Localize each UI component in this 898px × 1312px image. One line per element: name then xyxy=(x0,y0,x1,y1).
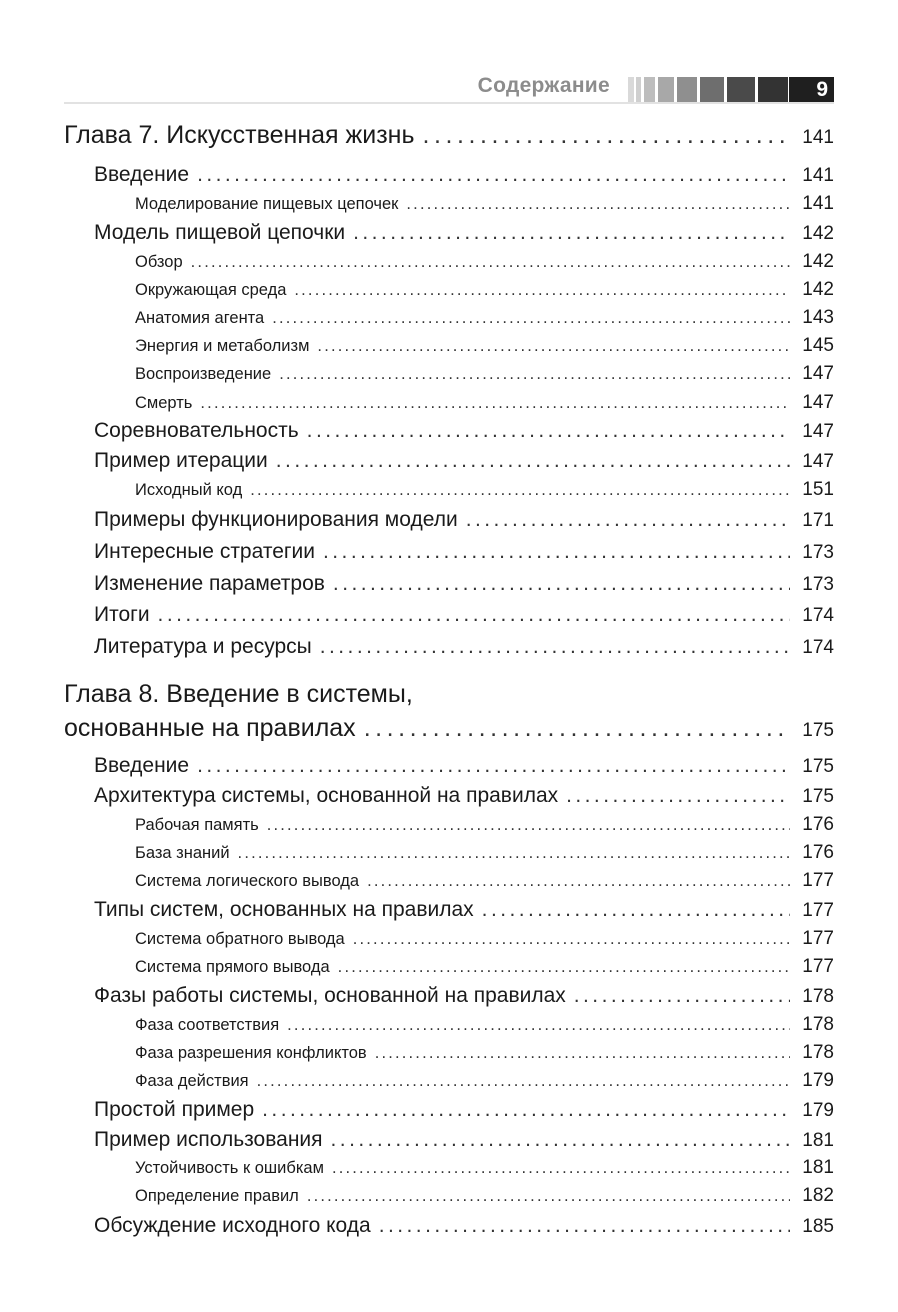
entry-title: Примеры функционирования модели xyxy=(94,508,458,531)
entry-title: Система логического вывода xyxy=(135,872,360,890)
toc-entry[interactable] xyxy=(135,193,834,215)
entry-page: 178 xyxy=(802,1014,834,1035)
toc-entry[interactable] xyxy=(94,603,834,627)
leader-dots xyxy=(353,930,790,949)
leader-dots xyxy=(406,195,790,214)
leader-dots xyxy=(257,1072,790,1091)
entry-page: 181 xyxy=(802,1130,834,1151)
toc-entry[interactable] xyxy=(135,1157,834,1179)
toc-entry[interactable] xyxy=(94,898,834,922)
entry-page: 147 xyxy=(802,451,834,472)
entry-title: Пример использования xyxy=(94,1128,323,1151)
entry-title: Простой пример xyxy=(94,1098,255,1121)
toc-entry[interactable] xyxy=(135,1014,834,1036)
entry-page: 171 xyxy=(802,510,834,531)
header-section-title: Содержание xyxy=(477,74,610,97)
leader-dots xyxy=(574,984,790,1008)
entry-page: 176 xyxy=(802,814,834,835)
leader-dots xyxy=(250,481,790,500)
entry-title: Итоги xyxy=(94,603,150,626)
entry-title: Фаза разрешения конфликтов xyxy=(135,1044,367,1062)
toc-entry[interactable] xyxy=(94,1214,834,1238)
toc-entry[interactable] xyxy=(94,754,834,778)
toc-entry[interactable] xyxy=(135,1070,834,1092)
entry-page: 182 xyxy=(802,1185,834,1206)
entry-page: 179 xyxy=(802,1100,834,1121)
entry-title: Исходный код xyxy=(135,481,243,499)
entry-title: Пример итерации xyxy=(94,449,268,472)
leader-dots xyxy=(262,1098,790,1122)
entry-title: Воспроизведение xyxy=(135,365,272,383)
toc-entry[interactable] xyxy=(94,540,834,564)
entry-title: Определение правил xyxy=(135,1187,299,1205)
leader-dots xyxy=(367,872,790,891)
toc-entry[interactable] xyxy=(135,1042,834,1064)
entry-title: Архитектура системы, основанной на правилах xyxy=(94,784,559,807)
chapter-heading[interactable] xyxy=(64,121,834,150)
entry-page: 151 xyxy=(802,479,834,500)
entry-title: Моделирование пищевых цепочек xyxy=(135,195,399,213)
entry-page: 177 xyxy=(802,928,834,949)
entry-title: Обсуждение исходного кода xyxy=(94,1214,371,1237)
toc-entry[interactable] xyxy=(135,870,834,892)
entry-page: 174 xyxy=(802,637,834,658)
toc-entry[interactable] xyxy=(94,419,834,443)
entry-page: 143 xyxy=(802,307,834,328)
entry-page: 141 xyxy=(802,165,834,186)
entry-page: 178 xyxy=(802,986,834,1007)
entry-page: 177 xyxy=(802,956,834,977)
leader-dots xyxy=(466,508,790,532)
entry-title: Литература и ресурсы xyxy=(94,635,312,658)
toc-entry[interactable] xyxy=(135,1185,834,1207)
leader-dots xyxy=(294,281,790,300)
leader-dots xyxy=(566,784,790,808)
entry-page: 185 xyxy=(802,1216,834,1237)
entry-title: Введение xyxy=(94,163,190,186)
leader-dots xyxy=(353,221,790,245)
entry-title: Фазы работы системы, основанной на правилах xyxy=(94,984,566,1007)
entry-page: 142 xyxy=(802,279,834,300)
entry-title: Система прямого вывода xyxy=(135,958,330,976)
entry-page: 147 xyxy=(802,363,834,384)
leader-dots xyxy=(338,958,790,977)
toc-entry[interactable] xyxy=(94,508,834,532)
entry-page: 179 xyxy=(802,1070,834,1091)
entry-page: 173 xyxy=(802,574,834,595)
entry-page: 181 xyxy=(802,1157,834,1178)
toc-entry[interactable] xyxy=(135,842,834,864)
entry-title: Рабочая память xyxy=(135,816,259,834)
leader-dots xyxy=(375,1044,790,1063)
leader-dots xyxy=(238,844,790,863)
toc-entry[interactable] xyxy=(135,928,834,950)
toc-entry[interactable] xyxy=(135,392,834,414)
entry-title: Система обратного вывода xyxy=(135,930,345,948)
entry-title: Введение xyxy=(94,754,190,777)
entry-page: 177 xyxy=(802,870,834,891)
chapter-title-line1[interactable]: Глава 8. Введение в системы, xyxy=(64,680,413,708)
toc-entry[interactable] xyxy=(135,307,834,329)
chapter-title-line2: основанные на правилах xyxy=(64,714,356,742)
entry-page: 142 xyxy=(802,223,834,244)
leader-dots xyxy=(333,572,790,596)
entry-page: 174 xyxy=(802,605,834,626)
toc-entry[interactable] xyxy=(94,635,834,659)
toc-entry[interactable] xyxy=(135,279,834,301)
entry-title: Обзор xyxy=(135,253,183,271)
header-page-number: 9 xyxy=(789,77,834,102)
leader-dots xyxy=(279,365,790,384)
chapter-page: 141 xyxy=(802,127,834,148)
entry-title: Типы систем, основанных на правилах xyxy=(94,898,474,921)
entry-title: Модель пищевой цепочки xyxy=(94,221,346,244)
chapter-heading[interactable] xyxy=(64,714,834,743)
leader-dots xyxy=(320,635,790,659)
toc-entry[interactable] xyxy=(135,335,834,357)
leader-dots xyxy=(272,309,790,328)
toc-entry[interactable] xyxy=(94,1098,834,1122)
leader-dots xyxy=(423,121,790,150)
entry-title: Фаза соответствия xyxy=(135,1016,280,1034)
leader-dots xyxy=(379,1214,790,1238)
toc-entry[interactable] xyxy=(135,814,834,836)
toc-entry[interactable] xyxy=(94,1128,834,1152)
entry-title: Изменение параметров xyxy=(94,572,325,595)
entry-title: Соревновательность xyxy=(94,419,299,442)
toc-entry[interactable] xyxy=(135,251,834,273)
leader-dots xyxy=(323,540,790,564)
leader-dots xyxy=(200,394,790,413)
leader-dots xyxy=(197,754,790,778)
leader-dots xyxy=(287,1016,790,1035)
toc-entry[interactable] xyxy=(135,363,834,385)
toc-entry[interactable] xyxy=(94,163,834,187)
entry-title: Окружающая среда xyxy=(135,281,287,299)
entry-page: 173 xyxy=(802,542,834,563)
leader-dots xyxy=(317,337,790,356)
entry-title: Устойчивость к ошибкам xyxy=(135,1159,324,1177)
leader-dots xyxy=(276,449,790,473)
toc-entry[interactable] xyxy=(135,479,834,501)
entry-page: 147 xyxy=(802,421,834,442)
leader-dots xyxy=(307,419,790,443)
leader-dots xyxy=(332,1159,790,1178)
chapter-title: Глава 7. Искусственная жизнь xyxy=(64,121,415,149)
entry-page: 141 xyxy=(802,193,834,214)
leader-dots xyxy=(191,253,790,272)
entry-page: 176 xyxy=(802,842,834,863)
toc-entry[interactable] xyxy=(135,956,834,978)
toc-entry[interactable] xyxy=(94,784,834,808)
entry-page: 145 xyxy=(802,335,834,356)
entry-title: Энергия и метаболизм xyxy=(135,337,310,355)
chapter-page: 175 xyxy=(802,720,834,741)
entry-page: 175 xyxy=(802,786,834,807)
leader-dots xyxy=(307,1187,790,1206)
entry-title: База знаний xyxy=(135,844,230,862)
entry-page: 175 xyxy=(802,756,834,777)
entry-title: Анатомия агента xyxy=(135,309,265,327)
toc-entry[interactable] xyxy=(94,221,834,245)
toc-entry[interactable] xyxy=(94,984,834,1008)
entry-title: Интересные стратегии xyxy=(94,540,316,563)
entry-page: 177 xyxy=(802,900,834,921)
toc-entry[interactable] xyxy=(94,449,834,473)
entry-page: 147 xyxy=(802,392,834,413)
toc-entry[interactable] xyxy=(94,572,834,596)
leader-dots xyxy=(364,714,790,743)
leader-dots xyxy=(197,163,790,187)
leader-dots xyxy=(158,603,790,627)
entry-page: 178 xyxy=(802,1042,834,1063)
leader-dots xyxy=(267,816,790,835)
entry-title: Фаза действия xyxy=(135,1072,249,1090)
entry-page: 142 xyxy=(802,251,834,272)
leader-dots xyxy=(482,898,790,922)
leader-dots xyxy=(331,1128,790,1152)
entry-title: Смерть xyxy=(135,394,193,412)
